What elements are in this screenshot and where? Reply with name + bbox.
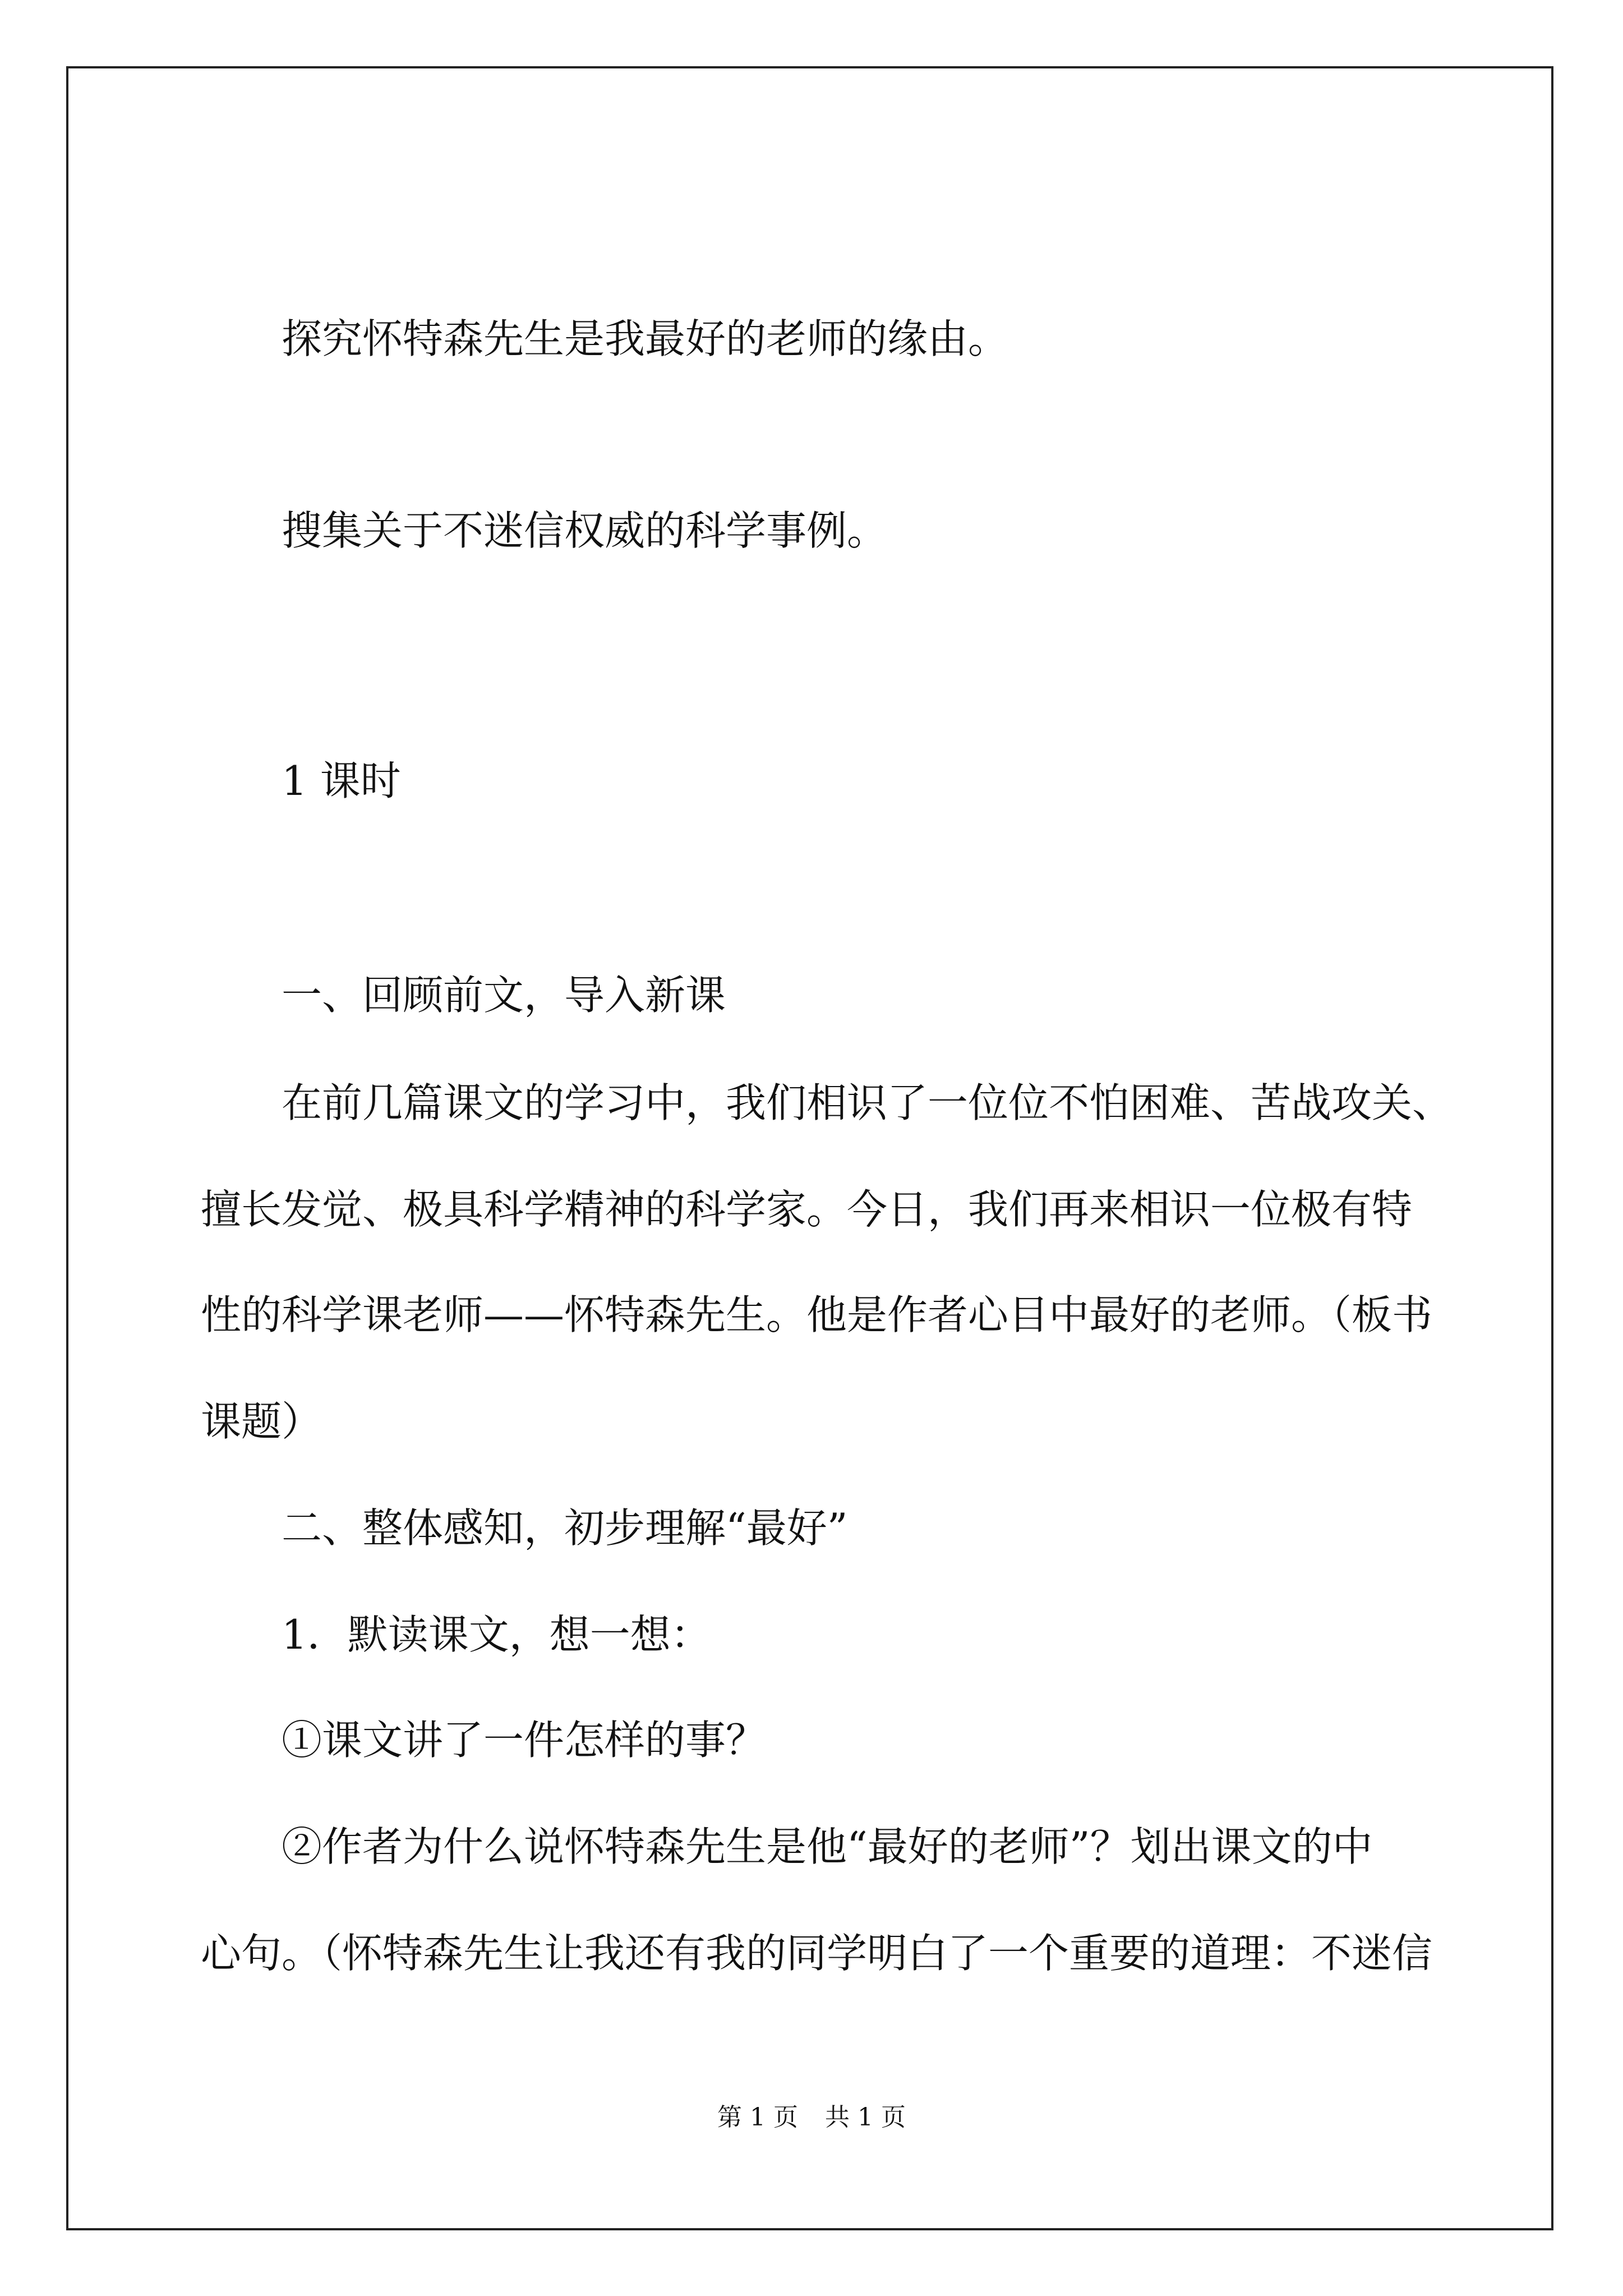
paragraph-3: 1 课时	[282, 757, 401, 804]
page-footer	[0, 2105, 1623, 2130]
section-heading-2: 二、整体感知，初步理解“最好”	[282, 1504, 848, 1552]
paragraph-4-line-3: 性的科学课老师——怀特森先生。他是作者心目中最好的老师。（板书	[201, 1291, 1433, 1338]
paragraph-4-line-1: 在前几篇课文的学习中，我们相识了一位位不怕困难、苦战攻关、	[282, 1079, 1453, 1126]
list-item-1: 1．默读课文，想一想：	[282, 1611, 711, 1658]
section-heading-1: 一、回顾前文，导入新课	[282, 972, 726, 1019]
page-border	[66, 66, 1553, 2230]
paragraph-1: 探究怀特森先生是我最好的老师的缘由。	[282, 315, 1009, 362]
page-total: 共 1 页	[825, 2103, 906, 2132]
page-number: 第 1 页	[717, 2103, 798, 2132]
list-item-1b-line-2: 心句。（怀特森先生让我还有我的同学明白了一个重要的道理：不迷信	[201, 1930, 1433, 1977]
paragraph-4-line-4: 课题）	[201, 1398, 322, 1445]
paragraph-2: 搜集关于不迷信权威的科学事例。	[282, 507, 888, 554]
list-item-1a: ①课文讲了一件怎样的事？	[282, 1717, 767, 1764]
list-item-1b-line-1: ②作者为什么说怀特森先生是他“最好的老师”？划出课文的中	[282, 1823, 1373, 1870]
paragraph-4-line-2: 擅长发觉、极具科学精神的科学家。今日，我们再来相识一位极有特	[201, 1186, 1413, 1233]
